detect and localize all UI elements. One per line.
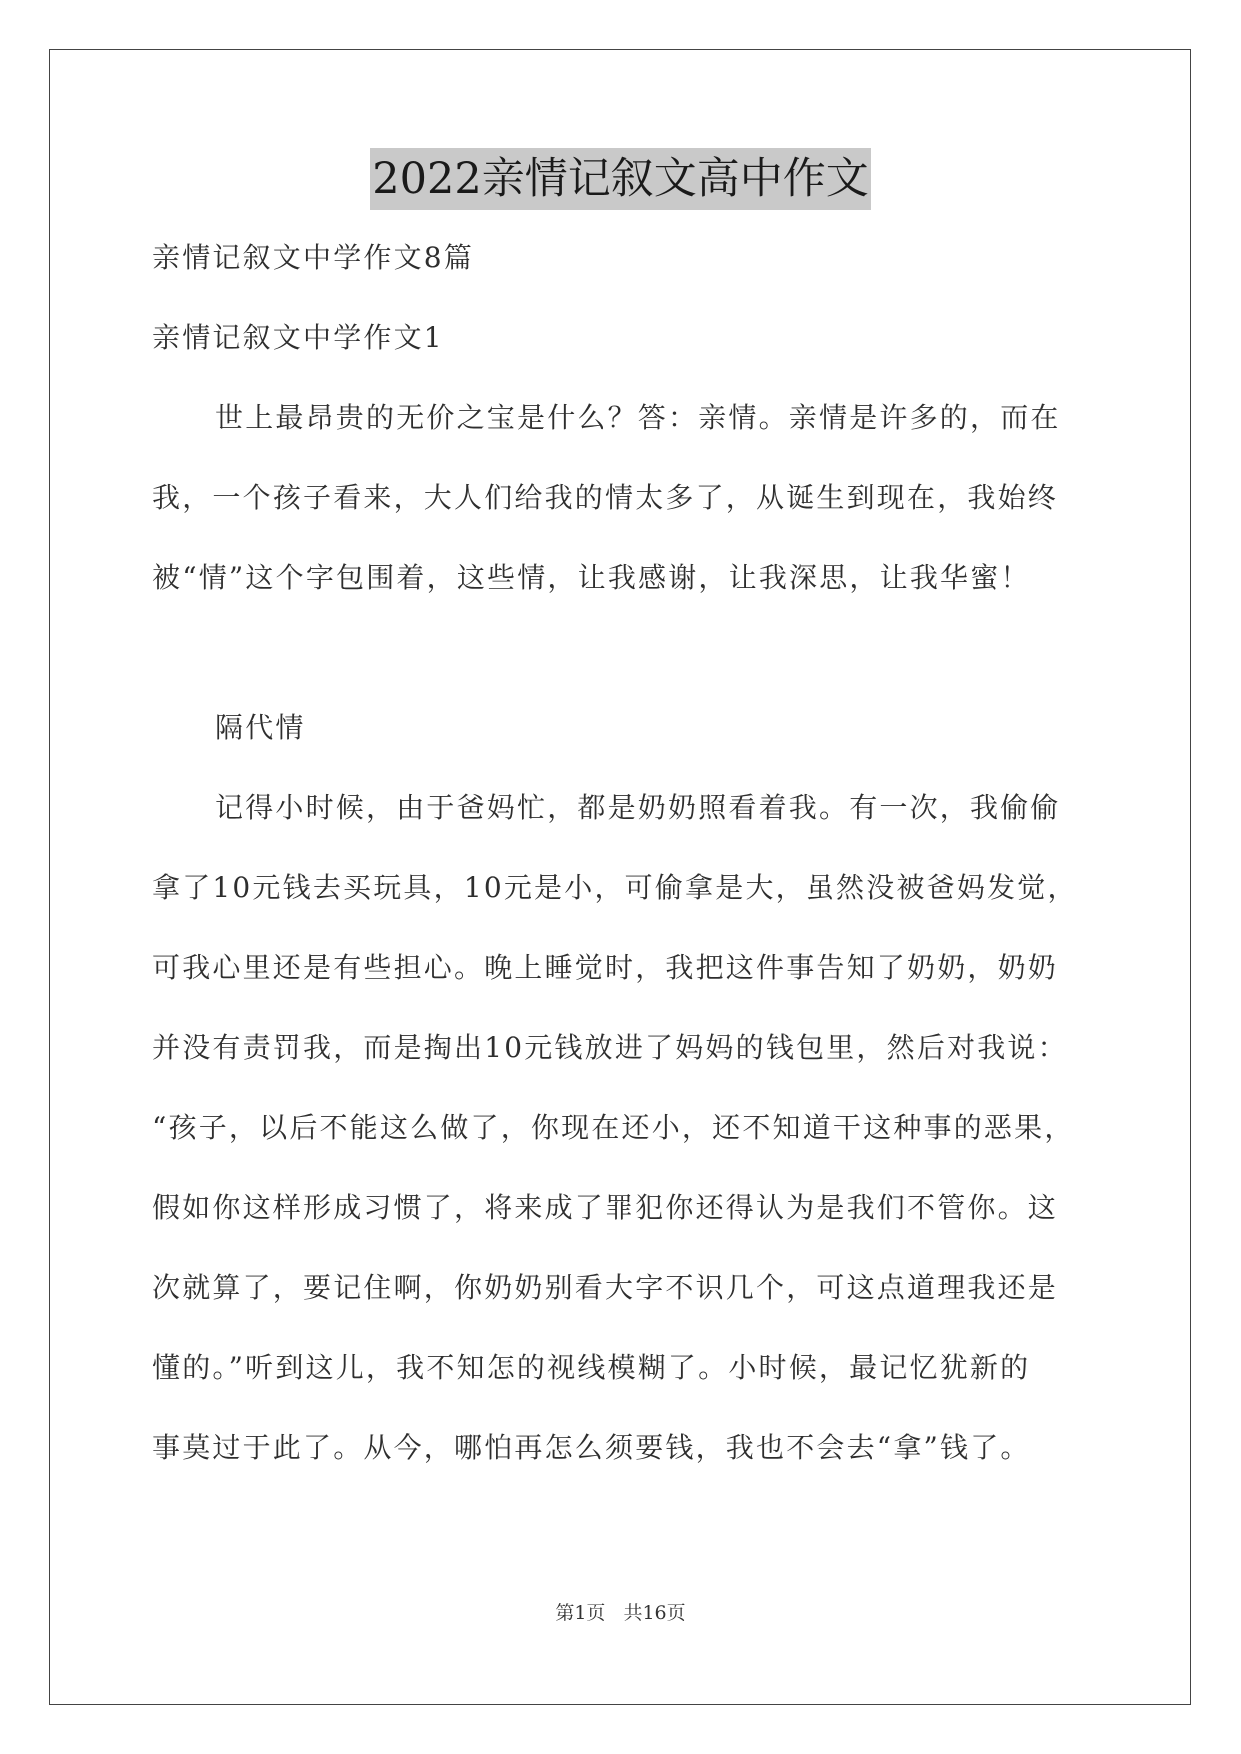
paragraph-line: “孩子，以后不能这么做了，你现在还小，还不知道干这种事的恶果， [152, 1111, 1075, 1144]
paragraph-line: 被“情”这个字包围着，这些情，让我感谢，让我深思，让我华蜜！ [152, 561, 1031, 594]
subtitle: 亲情记叙文中学作文8篇 [152, 241, 475, 274]
paragraph-line: 世上最昂贵的无价之宝是什么？答：亲情。亲情是许多的，而在 [215, 401, 1061, 434]
page-footer [0, 1598, 1241, 1625]
sub-heading: 隔代情 [215, 711, 306, 744]
page-number: 第1页 [555, 1602, 606, 1624]
section-heading: 亲情记叙文中学作文1 [152, 321, 444, 354]
page-total: 共16页 [623, 1602, 686, 1624]
paragraph-line: 可我心里还是有些担心。晚上睡觉时，我把这件事告知了奶奶，奶奶 [152, 951, 1059, 984]
paragraph-line: 次就算了，要记住啊，你奶奶别看大字不识几个，可这点道理我还是 [152, 1271, 1059, 1304]
document-title-container [0, 148, 1241, 210]
paragraph-line: 懂的。”听到这儿，我不知怎的视线模糊了。小时候，最记忆犹新的 [152, 1351, 1031, 1384]
paragraph-line: 我，一个孩子看来，大人们给我的情太多了，从诞生到现在，我始终 [152, 481, 1059, 514]
paragraph-line: 记得小时候，由于爸妈忙，都是奶奶照看着我。有一次，我偷偷 [215, 791, 1061, 824]
paragraph-line: 假如你这样形成习惯了，将来成了罪犯你还得认为是我们不管你。这 [152, 1191, 1059, 1224]
paragraph-line: 并没有责罚我，而是掏出10元钱放进了妈妈的钱包里，然后对我说： [152, 1031, 1068, 1064]
paragraph-line: 拿了10元钱去买玩具，10元是小，可偷拿是大，虽然没被爸妈发觉， [152, 871, 1078, 904]
document-title: 2022亲情记叙文高中作文 [370, 148, 870, 210]
paragraph-line: 事莫过于此了。从今，哪怕再怎么须要钱，我也不会去“拿”钱了。 [152, 1431, 1031, 1464]
